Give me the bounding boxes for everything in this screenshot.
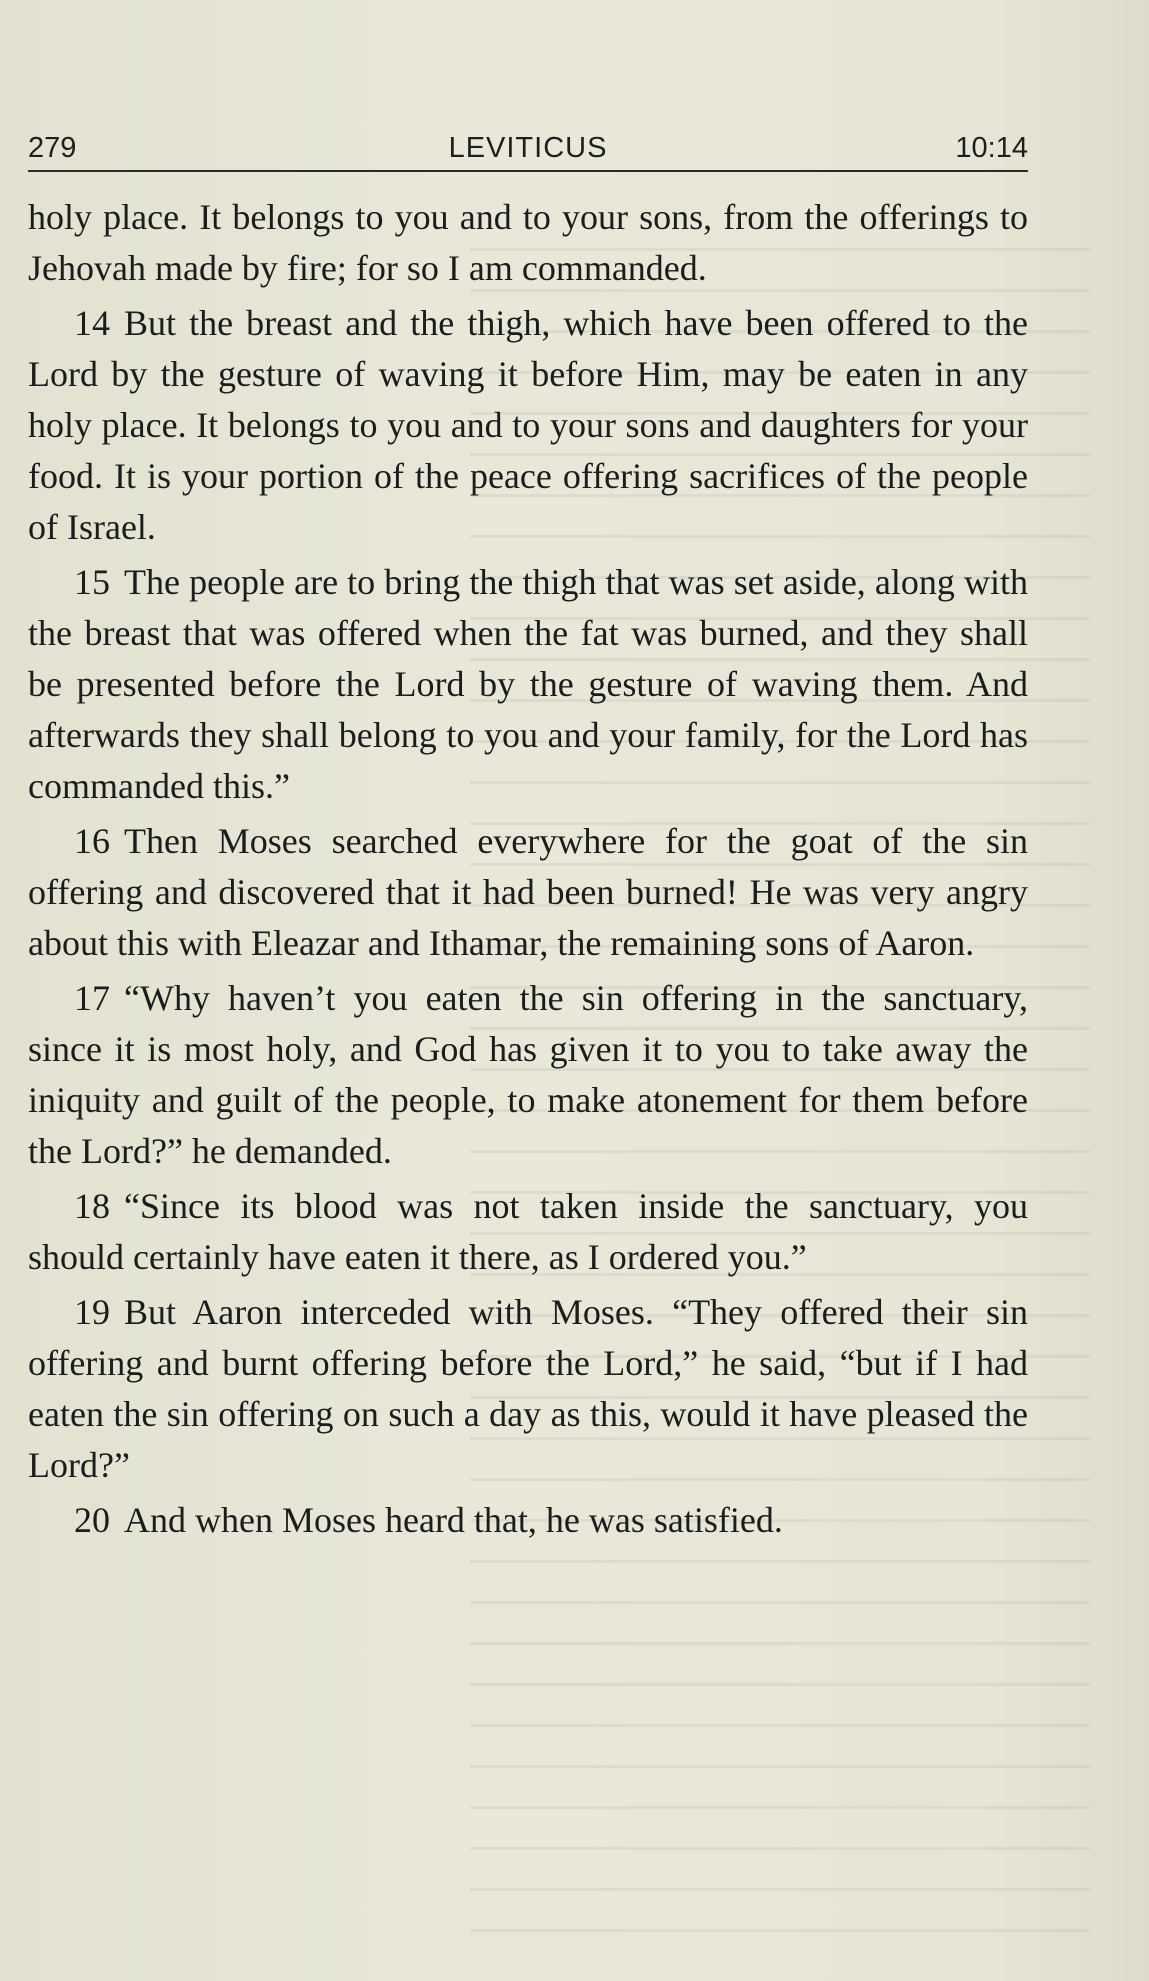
verse-15 [28,557,1028,812]
verse-number: 16 [74,821,110,861]
book-title: LEVITICUS [448,132,608,164]
verse-text: But Aaron interceded with Moses. “They offered their sin offering and burnt offering before the Lord,” he said, “but if I had eaten the sin offering on such a day as this, would it have pleased the Lord?” [28,1292,1028,1485]
verse-14 [28,298,1028,553]
running-header [28,130,1028,172]
verse-20 [28,1495,1028,1546]
verse-18 [28,1181,1028,1283]
continuation-paragraph: holy place. It belongs to you and to your sons, from the offerings to Jehovah made by fire; for so I am commanded. [28,197,1028,288]
verse-16 [28,816,1028,969]
verse-text: And when Moses heard that, he was satisfied. [124,1500,783,1540]
verse-text: “Why haven’t you eaten the sin offering in the sanctuary, since it is most holy, and God has given it to you to take away the iniquity and guilt of the people, to make atonement for them before the Lord?” he demanded. [28,978,1028,1171]
verse-text: Then Moses searched everywhere for the goat of the sin offering and discovered that it had been burned! He was very angry about this with Eleazar and Ithamar, the remaining sons of Aaron. [28,821,1028,963]
chapter-verse-reference: 10:14 [955,132,1028,164]
verse-number: 14 [74,303,110,343]
body-text [28,192,1028,1550]
verse-number: 15 [74,562,110,602]
verse-number: 19 [74,1292,110,1332]
verse-number: 20 [74,1500,110,1540]
verse-17 [28,973,1028,1177]
verse-text: But the breast and the thigh, which have been offered to the Lord by the gesture of waving it before Him, may be eaten in any holy place. It belongs to you and to your sons and daughters for your food. It is your portion of the peace offering sacrifices of the people of Israel. [28,303,1028,547]
verse-number: 18 [74,1186,110,1226]
page-number: 279 [28,132,77,164]
verse-19 [28,1287,1028,1491]
verse-number: 17 [74,978,110,1018]
verse-text: “Since its blood was not taken inside the sanctuary, you should certainly have eaten it there, as I ordered you.” [28,1186,1028,1277]
verse-text: The people are to bring the thigh that was set aside, along with the breast that was offered when the fat was burned, and they shall be presented before the Lord by the gesture of waving them. And afterwards they shall belong to you and your family, for the Lord has commanded this.” [28,562,1028,806]
